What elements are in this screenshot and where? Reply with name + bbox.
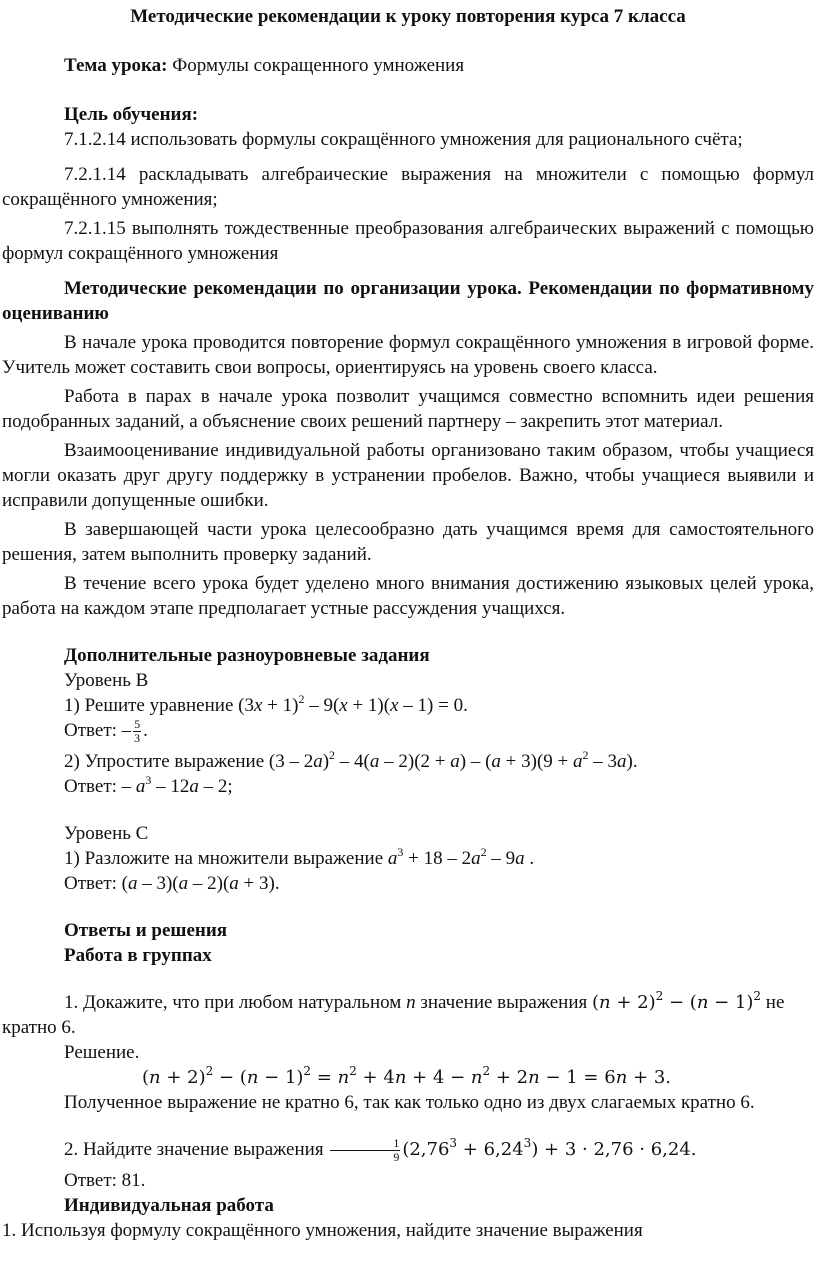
fraction-denominator: 9 [393, 1150, 400, 1165]
solution-conclusion: Полученное выражение не кратно 6, так как только одно из двух слагаемых кратно 6. [64, 1092, 755, 1114]
task-text: не кратно 6. [2, 992, 785, 1039]
answer-label: Ответ: [64, 776, 122, 798]
task-text: 1) Разложите на множители выражение [64, 848, 388, 870]
fraction-numerator: 1 [330, 1137, 400, 1151]
goal-heading: Цель обучения: [64, 104, 199, 125]
method-paragraph: В завершающей части урока целесообразно дать учащимся время для самостоятельного решения, затем выполнить проверку заданий. [2, 519, 814, 565]
group-work-heading: Работа в группах [64, 945, 212, 967]
method-paragraph: В течение всего урока будет уделено много внимания достижению языковых целей урока, работа на каждом этапе предполагает устные рассуждения учащихся. [2, 573, 814, 619]
group-task-1 [2, 990, 814, 1040]
task-text: 2. Найдите значение выражения [64, 1139, 329, 1161]
answers-heading: Ответы и решения [64, 920, 228, 942]
page-title: Методические рекомендации к уроку повторения курса 7 класса [130, 6, 686, 27]
lesson-topic [2, 53, 814, 78]
goal-item: 7.2.1.15 выполнять тождественные преобразования алгебраических выражений с помощью формул сокращённого умножения [2, 218, 814, 264]
goal-item: 7.1.2.14 использовать формулы сокращённого умножения для рационального счёта; [64, 129, 743, 150]
variable-n: n [406, 992, 416, 1014]
goal-item: 7.2.1.14 раскладывать алгебраические выражения на множители с помощью формул сокращённого умножения; [2, 164, 814, 210]
answer-label: Ответ: – [64, 720, 132, 741]
level-b-answer-2 [2, 774, 814, 799]
task-text: значение выражения [415, 992, 592, 1014]
task-text: 1. Докажите, что при любом натуральном [64, 992, 407, 1014]
individual-task-1: 1. Используя формулу сокращённого умножения, найдите значение выражения [2, 1220, 643, 1242]
level-c-task-1 [2, 846, 814, 871]
task-text: 1) Решите уравнение [64, 695, 239, 716]
extra-tasks-heading: Дополнительные разноуровневые задания [64, 645, 430, 666]
topic-label: Тема урока: [64, 55, 168, 76]
answer-label: Ответ: [64, 873, 122, 895]
answer-tail: . [143, 720, 148, 741]
expression-fraction [330, 1137, 400, 1164]
method-paragraph: В начале урока проводится повторение формул сокращённого умножения в игровой форме. Учитель может составить свои вопросы, ориентируясь на уровень своего класса. [2, 332, 814, 378]
answer-fraction [133, 718, 141, 745]
method-heading: Методические рекомендации по организации урока. Рекомендации по формативному оцениванию [2, 278, 814, 324]
group-task-2-answer: Ответ: 81. [64, 1170, 146, 1192]
answer-expression: (a – 3)(a – 2)(a + 3). [121, 873, 280, 895]
method-paragraph: Работа в парах в начале урока позволит учащимся совместно вспомнить идеи решения подобранных заданий, а объяснение своих решений партнеру – закрепить этот материал. [2, 386, 814, 432]
individual-work-heading: Индивидуальная работа [64, 1195, 274, 1217]
solution-equation: $(n + 2)^2 - (n - 1)^2 = n^2 + 4n + 4 - n^2 + 2n - 1 = 6n + 3$. [142, 1064, 671, 1089]
method-paragraph: Взаимооценивание индивидуальной работы организовано таким образом, чтобы учащиеся могли оказать друг другу поддержку в устранении пробелов. Важно, чтобы учащиеся выявили и исправили допущенные ошибки. [2, 440, 814, 511]
expression: $a^3 + 18 - 2a^2 - 9a$ . [387, 845, 535, 870]
level-b-answer-1 [2, 718, 814, 745]
level-b-task-2 [2, 749, 814, 774]
equation: $(3x + 1)^2 - 9(x + 1)(x - 1) = 0$. [238, 692, 468, 716]
group-task-2 [2, 1137, 814, 1164]
level-b-task-1 [2, 693, 814, 718]
task-text: 2) Упростите выражение [64, 751, 269, 773]
fraction-denominator: 3 [134, 731, 141, 746]
expression: $(n + 2)^2 - (n - 1)^2$ [591, 989, 762, 1014]
level-b-label: Уровень В [64, 670, 149, 691]
expression: $(3 - 2a)^2 - 4(a - 2)(2 + a) - (a + 3)(9 + a^2 - 3a)$. [268, 748, 638, 773]
expression: $(2,76^3 + 6,24^3) + 3 \cdot 2,76 \cdot 6,24$. [402, 1136, 697, 1161]
level-c-label: Уровень С [64, 823, 149, 845]
topic-value: Формулы сокращенного умножения [167, 55, 465, 76]
document-page [2, 4, 814, 1243]
answer-expression: – $a^3 - 12a - 2$; [121, 773, 233, 798]
fraction-numerator: 5 [134, 717, 141, 732]
solution-label: Решение. [64, 1042, 140, 1064]
level-c-answer-1 [2, 871, 814, 896]
